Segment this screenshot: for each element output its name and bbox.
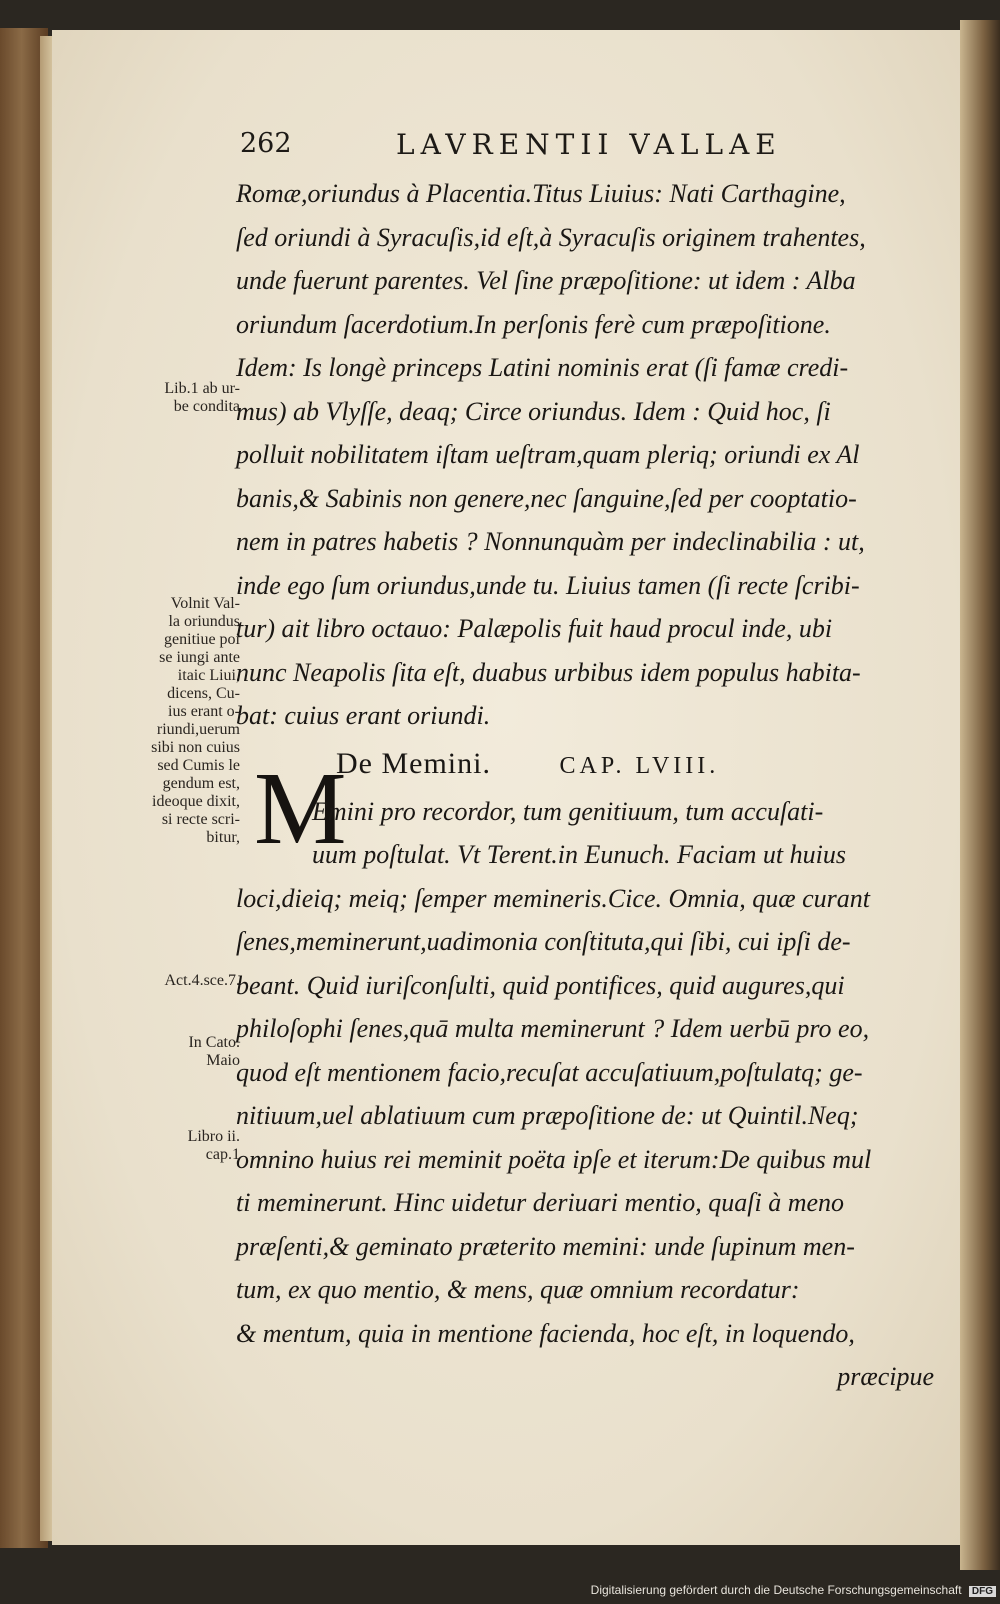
text-line: inde ego ſum oriundus,unde tu. Liuius tamen (ſi recte ſcribi-	[236, 570, 860, 600]
text-line: tum, ex quo mentio, & mens, quæ omnium recordatur:	[236, 1275, 800, 1304]
text-line: uum poſtulat. Vt Terent.in Eunuch. Faciam ut huius	[312, 840, 846, 869]
footer-text: Digitalisierung gefördert durch die Deutsche Forschungsgemeinschaft	[590, 1583, 962, 1597]
text-line: Romæ,oriundus à Placentia.Titus Liuius: Nati Carthagine,	[236, 179, 846, 208]
text-line: oriundum ſacerdotium.In perſonis ferè cum præpoſitione.	[236, 309, 831, 339]
text-line: ſenes,meminerunt,uadimonia conſtituta,qui ſibi, cui ipſi de-	[236, 927, 851, 956]
text-line: beant. Quid iuriſconſulti, quid pontifices, quid augures,qui	[236, 970, 845, 1000]
text-line: Emini pro recordor, tum genitiuum, tum accuſati-	[312, 796, 824, 826]
chapter-title: De Memini.	[336, 746, 491, 780]
text-line: philoſophi ſenes,quā multa meminerunt ? Idem uerbū pro eo,	[236, 1014, 870, 1043]
text-line: quod eſt mentionem facio,recuſat accuſatiuum,poſtulatq; ge-	[236, 1057, 863, 1087]
text-line: tur) ait libro octauo: Palæpolis fuit haud procul inde, ubi	[236, 614, 833, 643]
chapter-number: CAP. LVIII.	[559, 752, 720, 779]
text-line: ti meminerunt. Hinc uidetur deriuari mentio, quaſi à meno	[236, 1188, 845, 1217]
catchword: præcipue	[837, 1362, 934, 1391]
text-line: ſed oriundi à Syracuſis,id eſt,à Syracuſis originem trahentes,	[236, 222, 866, 252]
page-header	[240, 128, 860, 168]
text-line: nitiuum,uel ablatiuum cum præpoſitione de: ut Quintil.Neq;	[236, 1101, 859, 1130]
text-line: mus) ab Vlyſſe, deaq; Circe oriundus. Idem : Quid hoc, ſi	[236, 396, 831, 426]
text-line: præſenti,& geminato præterito memini: unde ſupinum men-	[236, 1231, 855, 1261]
text-line: nunc Neapolis ſita eſt, duabus urbibus idem populus habita-	[236, 657, 861, 687]
text-line: unde fuerunt parentes. Vel ſine præpoſitione: ut idem : Alba	[236, 266, 856, 295]
text-line: omnino huius rei meminit poëta ipſe et iterum:De quibus mul	[236, 1144, 872, 1174]
main-text	[236, 172, 952, 1399]
text-line: & mentum, quia in mentione facienda, hoc eſt, in loquendo,	[236, 1318, 855, 1348]
running-title: LAVRENTII VALLAE	[396, 128, 782, 161]
margin-note: Lib.1 ab ur- be condita	[164, 380, 240, 415]
page-number: 262	[240, 128, 292, 159]
chapter-heading	[236, 738, 952, 790]
text-line: bat: cuius erant oriundi.	[236, 701, 491, 730]
text-line: nem in patres habetis ? Nonnunquàm per indeclinabilia : ut,	[236, 527, 865, 556]
fore-edge	[960, 20, 1000, 1570]
margin-note: Volnit Val- la oriundus genitiue poi se iungi ante itaic Liui, dicens, Cu- ius erant o- riundi,uerum sibi non cuius sed Cumis le gendum est, ideoque dixit, si recte scri- bitur,	[151, 595, 240, 846]
text-line: banis,& Sabinis non genere,nec ſanguine,ſed per cooptatio-	[236, 483, 857, 513]
dfg-logo: DFG	[969, 1586, 996, 1597]
drop-capital: M	[254, 751, 347, 866]
margin-note: Libro ii. cap.1	[187, 1128, 240, 1163]
margin-note: In Cato. Maio	[188, 1034, 240, 1069]
text-line: loci,dieiq; meiq; ſemper memineris.Cice. Omnia, quæ curant	[236, 883, 870, 913]
digitization-footer	[0, 1578, 996, 1602]
text-line: Idem: Is longè princeps Latini nominis erat (ſi famæ credi-	[236, 353, 849, 382]
margin-note: Act.4.sce.7.	[164, 972, 240, 989]
text-line: polluit nobilitatem iſtam ueſtram,quam pleriq; oriundi ex Al	[236, 440, 860, 469]
